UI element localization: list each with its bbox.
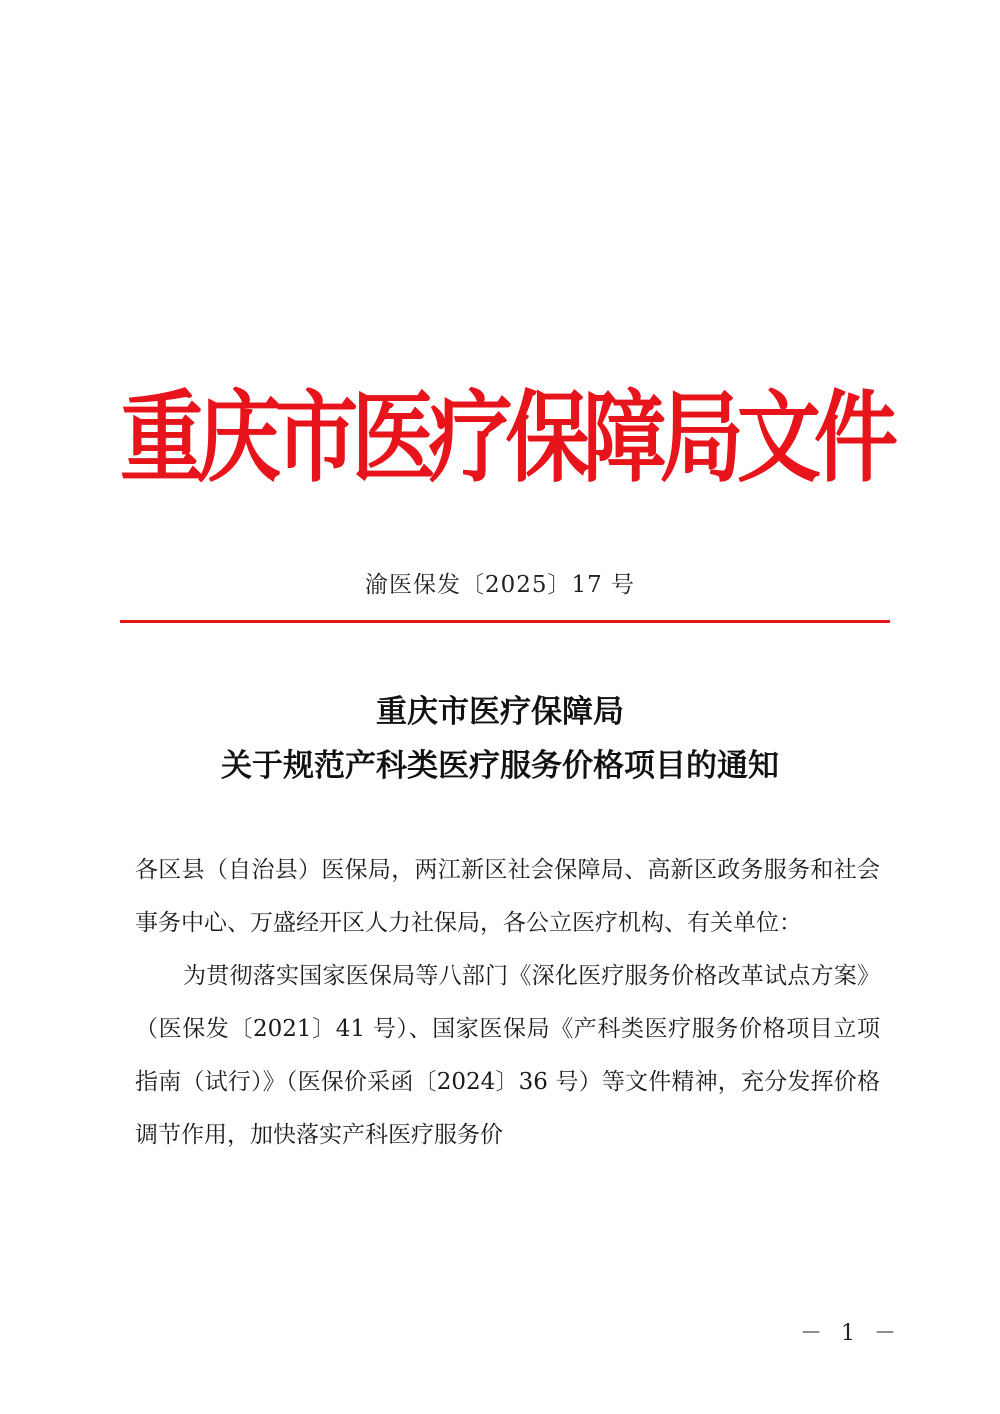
red-divider-line [120, 620, 890, 623]
masthead-char: 疗 [428, 380, 513, 496]
masthead-char: 局 [659, 380, 744, 496]
document-title-line-2: 关于规范产科类医疗服务价格项目的通知 [221, 748, 779, 784]
document-title-line-1: 重庆市医疗保障局 [376, 694, 624, 730]
document-number: 渝医保发〔2025〕17 号 [364, 572, 636, 598]
masthead-char: 庆 [197, 380, 282, 496]
masthead-char: 保 [505, 380, 590, 496]
masthead-char: 市 [274, 380, 359, 496]
masthead [120, 367, 898, 509]
masthead-char: 障 [582, 380, 667, 496]
masthead-char: 重 [120, 380, 205, 496]
masthead-char: 件 [813, 380, 898, 496]
masthead-char: 医 [351, 380, 436, 496]
page-number: － 1 － [800, 1321, 902, 1346]
document-body [135, 844, 880, 1162]
masthead-char: 文 [736, 380, 821, 496]
body-paragraph: 为贯彻落实国家医保局等八部门《深化医疗服务价格改革试点方案》（医保发〔2021〕41 号）、国家医保局《产科类医疗服务价格项目立项指南（试行）》（医保价采函〔2024〕36 号）等文件精神，充分发挥价格调节作用，加快落实产科医疗服务价 [135, 963, 880, 1148]
addressee-paragraph: 各区县（自治县）医保局，两江新区社会保障局、高新区政务服务和社会事务中心、万盛经开区人力社保局，各公立医疗机构、有关单位： [135, 857, 880, 936]
